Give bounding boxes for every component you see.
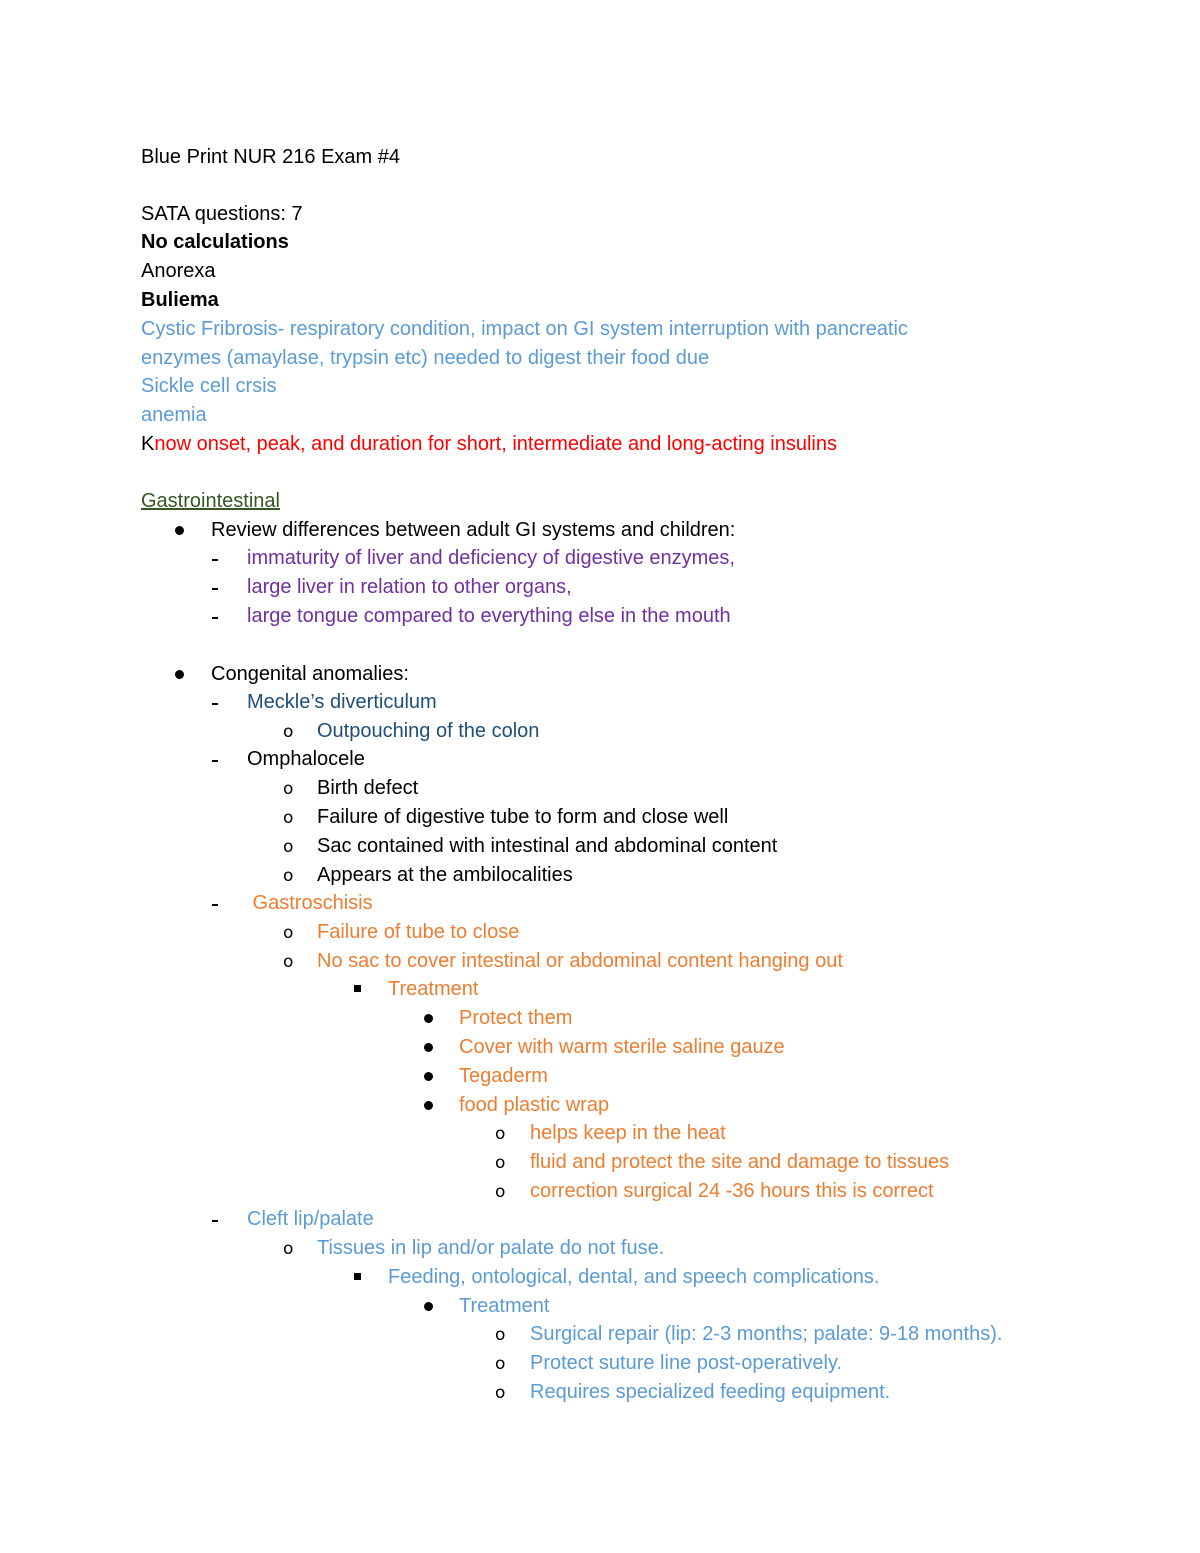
hollow-bullet-icon: o: [283, 1239, 294, 1259]
cleft-treatment-item: Surgical repair (lip: 2-3 months; palate: 9-18 months).: [530, 1323, 1003, 1345]
topic-sickle-cell: Sickle cell crsis: [141, 375, 277, 397]
hollow-bullet-icon: o: [283, 722, 294, 742]
dash-icon: [212, 760, 218, 762]
review-label: Review differences between adult GI systems and children:: [211, 519, 736, 541]
wrap-item: correction surgical 24 -36 hours this is correct: [530, 1180, 934, 1202]
insulin-initial: K: [141, 433, 155, 455]
hollow-bullet-icon: o: [283, 837, 294, 857]
omphalocele-item: Appears at the ambilocalities: [317, 864, 573, 886]
cleft-label: Cleft lip/palate: [247, 1208, 374, 1230]
topic-buliema: Buliema: [141, 289, 219, 311]
hollow-bullet-icon: o: [495, 1354, 506, 1374]
gastroschisis-item: Failure of tube to close: [317, 921, 520, 943]
hollow-bullet-icon: o: [283, 952, 294, 972]
review-item: immaturity of liver and deficiency of digestive enzymes,: [247, 547, 735, 569]
insulin-text: now onset, peak, and duration for short, intermediate and long-acting insulins: [154, 433, 837, 455]
wrap-item: fluid and protect the site and damage to tissues: [530, 1151, 950, 1173]
bullet-dot-icon: [424, 1101, 433, 1110]
hollow-bullet-icon: o: [495, 1182, 506, 1202]
cleft-treatment-item: Requires specialized feeding equipment.: [530, 1381, 891, 1403]
bullet-dot-icon: [424, 1302, 433, 1311]
square-bullet-icon: [354, 1273, 361, 1280]
gastroschisis-treatment-item: Tegaderm: [459, 1065, 548, 1087]
bullet-dot-icon: [175, 670, 184, 679]
topic-anorexa: Anorexa: [141, 260, 216, 282]
dash-icon: [212, 588, 218, 590]
cystic-fibrosis-line-1: Cystic Fribrosis- respiratory condition, impact on GI system interruption with pancreatic: [141, 318, 908, 340]
gi-heading: Gastrointestinal: [141, 490, 280, 512]
meckle-label: Meckle’s diverticulum: [247, 691, 437, 713]
omphalocele-item: Sac contained with intestinal and abdominal content: [317, 835, 778, 857]
congenital-label: Congenital anomalies:: [211, 663, 409, 685]
dash-icon: [212, 617, 218, 619]
omphalocele-item: Birth defect: [317, 777, 419, 799]
hollow-bullet-icon: o: [495, 1153, 506, 1173]
hollow-bullet-icon: o: [283, 779, 294, 799]
wrap-item: helps keep in the heat: [530, 1122, 726, 1144]
topic-anemia: anemia: [141, 404, 207, 426]
gastroschisis-treatment-item: Protect them: [459, 1007, 573, 1029]
review-item: large liver in relation to other organs,: [247, 576, 572, 598]
review-item: large tongue compared to everything else in the mouth: [247, 605, 731, 627]
omphalocele-item: Failure of digestive tube to form and close well: [317, 806, 729, 828]
gastroschisis-item: No sac to cover intestinal or abdominal content hanging out: [317, 950, 843, 972]
dash-icon: [212, 703, 218, 705]
hollow-bullet-icon: o: [495, 1124, 506, 1144]
document-title: Blue Print NUR 216 Exam #4: [141, 146, 401, 168]
gastroschisis-treatment-item: food plastic wrap: [459, 1094, 610, 1116]
omphalocele-label: Omphalocele: [247, 748, 365, 770]
gastroschisis-treatment-item: Cover with warm sterile saline gauze: [459, 1036, 785, 1058]
bullet-dot-icon: [175, 526, 184, 535]
insulin-line: [141, 432, 837, 456]
bullet-dot-icon: [424, 1043, 433, 1052]
bullet-dot-icon: [424, 1072, 433, 1081]
meckle-item: Outpouching of the colon: [317, 720, 540, 742]
sata-count: SATA questions: 7: [141, 203, 303, 225]
cleft-tissue: Tissues in lip and/or palate do not fuse.: [317, 1237, 665, 1259]
dash-icon: [212, 1220, 218, 1222]
square-bullet-icon: [354, 985, 361, 992]
hollow-bullet-icon: o: [283, 866, 294, 886]
cleft-treatment-item: Protect suture line post-operatively.: [530, 1352, 843, 1374]
hollow-bullet-icon: o: [283, 923, 294, 943]
dash-icon: [212, 559, 218, 561]
bullet-dot-icon: [424, 1014, 433, 1023]
hollow-bullet-icon: o: [283, 808, 294, 828]
gastroschisis-treatment-label: Treatment: [388, 978, 479, 1000]
gastroschisis-label: Gastroschisis: [247, 892, 373, 914]
cleft-complications: Feeding, ontological, dental, and speech complications.: [388, 1266, 880, 1288]
hollow-bullet-icon: o: [495, 1325, 506, 1345]
cleft-treatment-label: Treatment: [459, 1295, 550, 1317]
cystic-fibrosis-line-2: enzymes (amaylase, trypsin etc) needed to digest their food due: [141, 347, 710, 369]
no-calculations: No calculations: [141, 231, 289, 253]
hollow-bullet-icon: o: [495, 1383, 506, 1403]
dash-icon: [212, 904, 218, 906]
